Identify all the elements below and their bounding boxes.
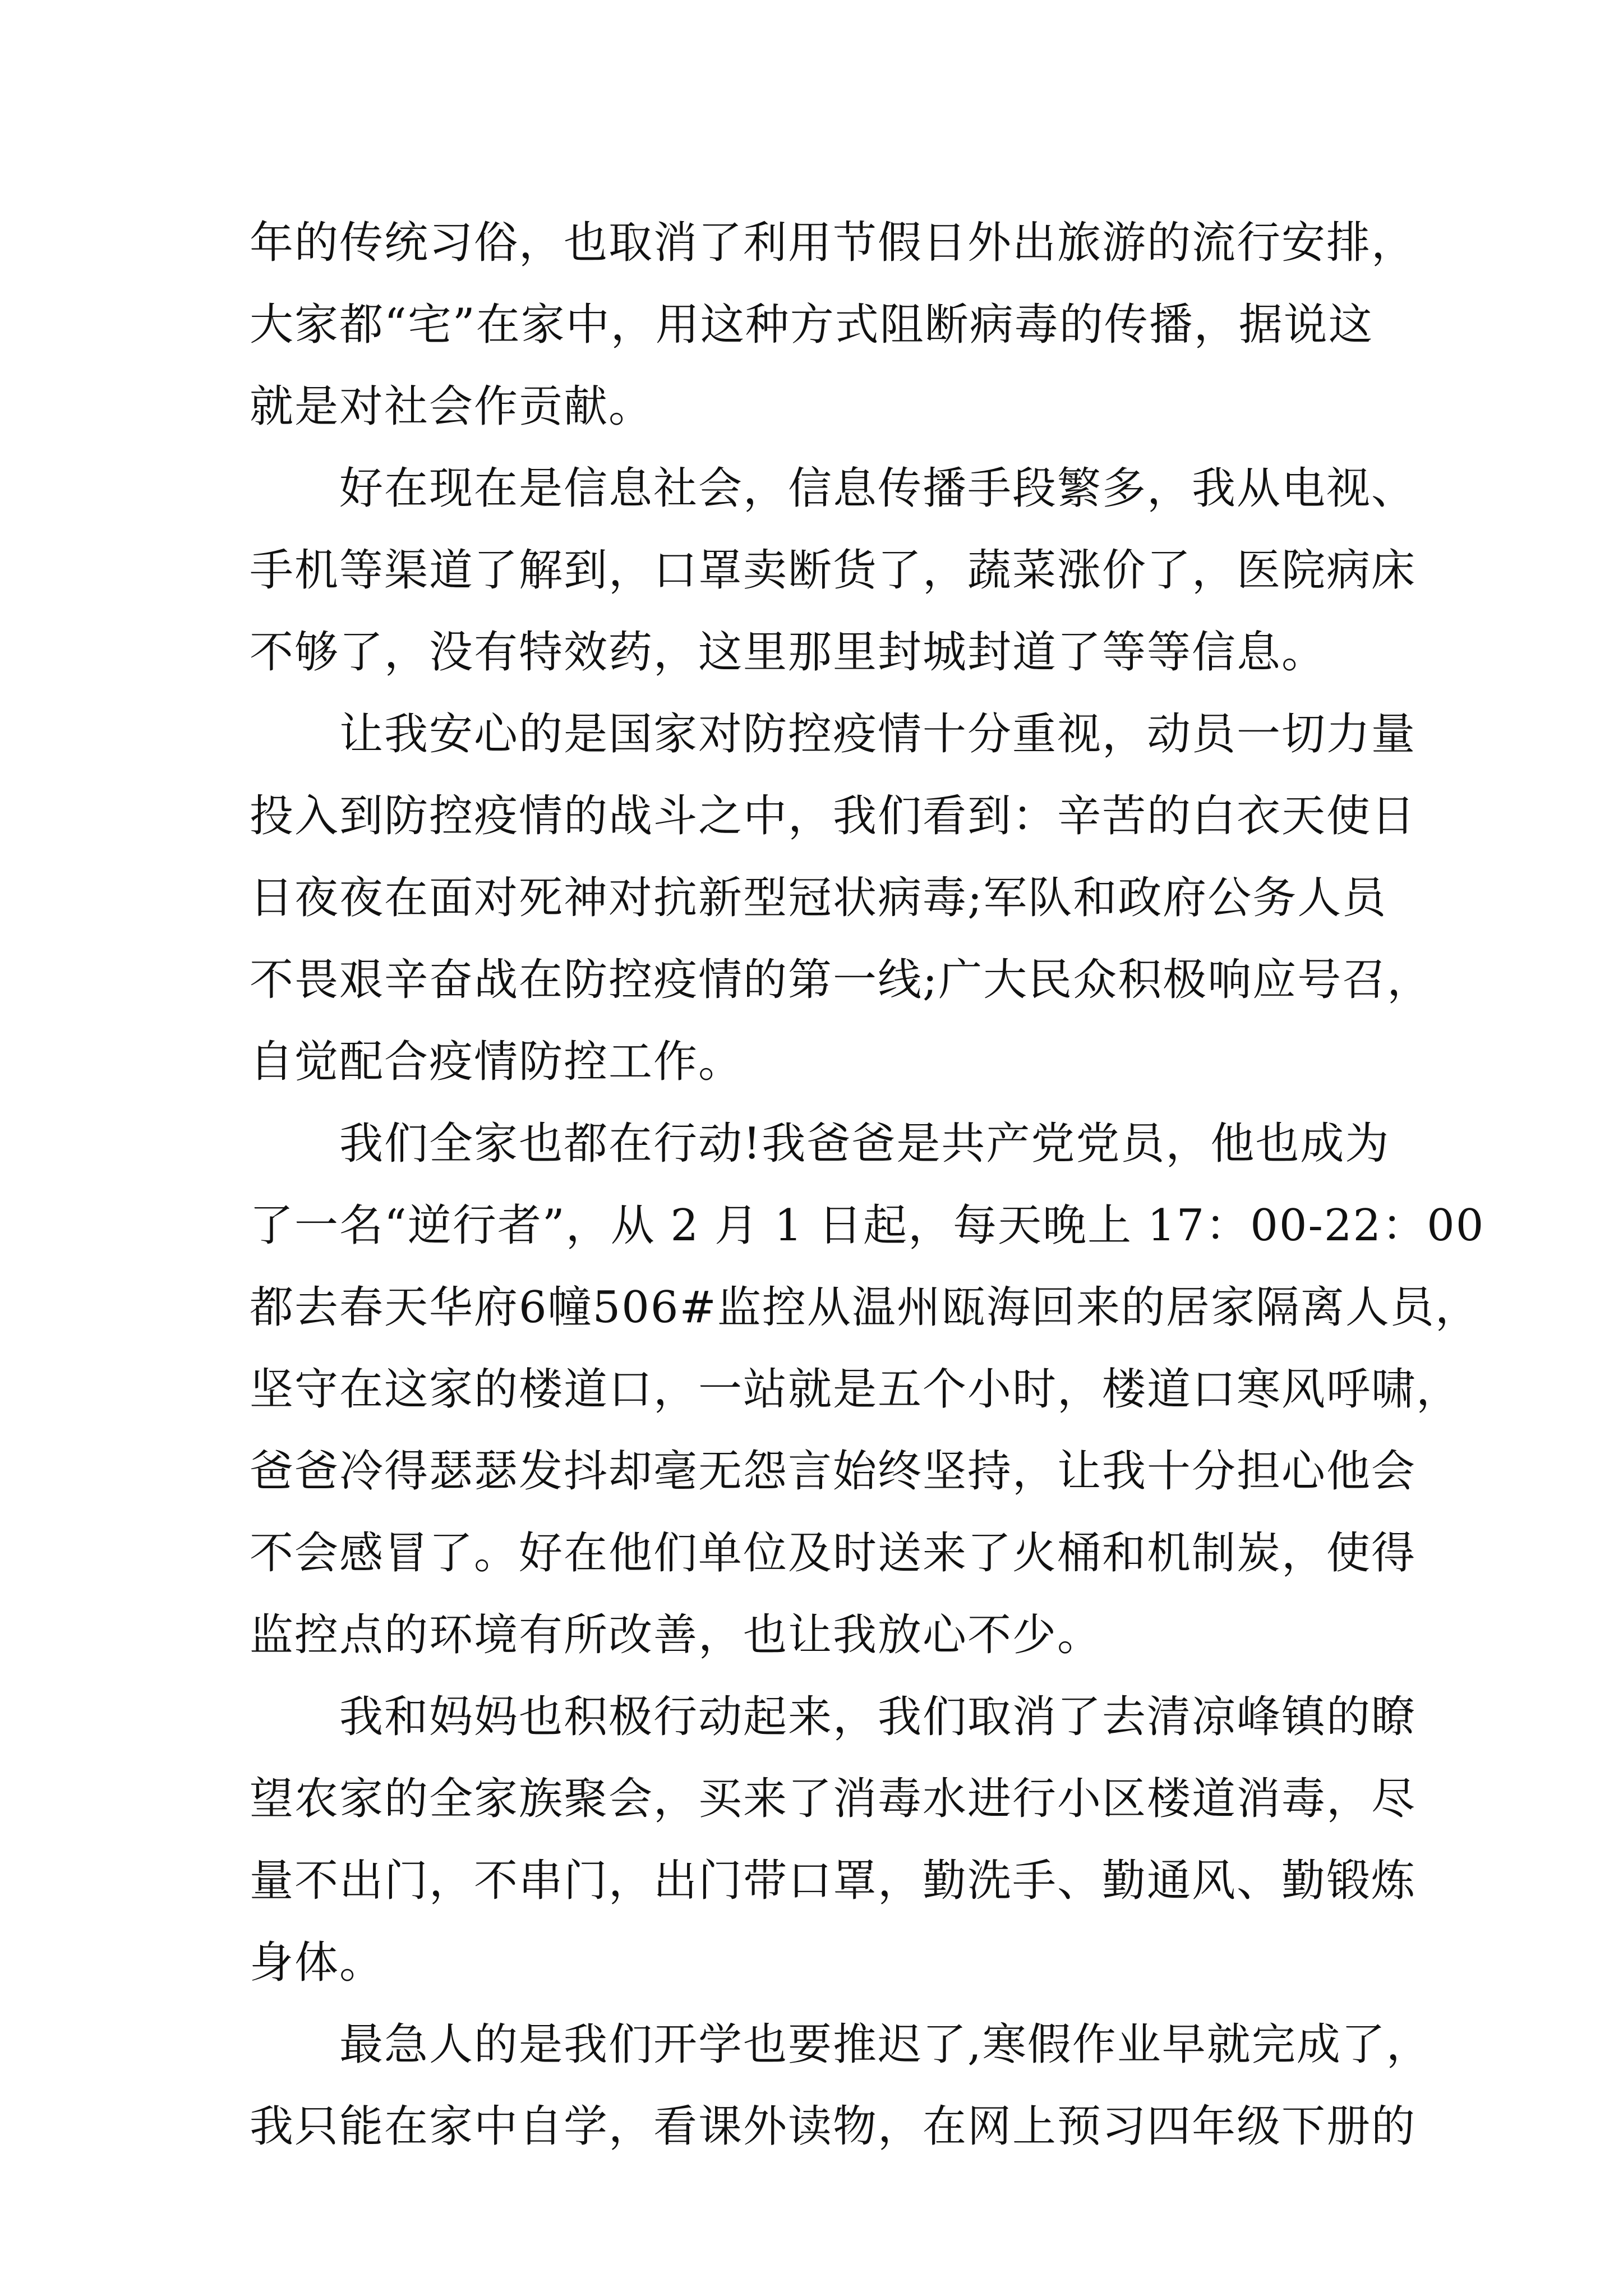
paragraph-5 <box>250 1676 1417 2004</box>
text-line: 量不出门，不串门，出门带口罩，勤洗手、勤通风、勤锻炼 <box>250 1856 1417 1906</box>
text-line: 投入到防控疫情的战斗之中，我们看到：辛苦的白衣天使日 <box>250 791 1417 841</box>
text-line: 了一名“逆行者”，从 2 月 1 日起，每天晚上 17：00-22：00 <box>250 1200 1485 1251</box>
paragraph-2 <box>250 448 1417 693</box>
text-line: 我和妈妈也积极行动起来，我们取消了去清凉峰镇的瞭 <box>339 1692 1417 1742</box>
text-line: 爸爸冷得瑟瑟发抖却毫无怨言始终坚持，让我十分担心他会 <box>250 1446 1417 1497</box>
text-line: 日夜夜在面对死神对抗新型冠状病毒;军队和政府公务人员 <box>250 873 1387 923</box>
text-line: 让我安心的是国家对防控疫情十分重视，动员一切力量 <box>339 709 1417 760</box>
text-line: 大家都“宅”在家中，用这种方式阻断病毒的传播，据说这 <box>250 300 1373 350</box>
paragraph-6 <box>250 2004 1431 2168</box>
text-line: 坚守在这家的楼道口，一站就是五个小时，楼道口寒风呼啸， <box>250 1364 1461 1415</box>
text-line: 不够了，没有特效药，这里那里封城封道了等等信息。 <box>250 627 1327 678</box>
text-line: 望农家的全家族聚会，买来了消毒水进行小区楼道消毒，尽 <box>250 1774 1417 1824</box>
text-line: 监控点的环境有所改善，也让我放心不少。 <box>250 1610 1103 1660</box>
text-line: 最急人的是我们开学也要推迟了,寒假作业早就完成了， <box>339 2019 1431 2070</box>
paragraph-1 <box>250 202 1417 448</box>
text-line: 不畏艰辛奋战在防控疫情的第一线;广大民众积极响应号召， <box>250 955 1432 1005</box>
text-line: 都去春天华府6幢506#监控从温州瓯海回来的居家隔离人员， <box>250 1282 1480 1333</box>
text-line: 好在现在是信息社会，信息传播手段繁多，我从电视、 <box>339 463 1417 514</box>
text-line: 身体。 <box>250 1938 385 1988</box>
paragraph-4 <box>250 1103 1485 1676</box>
text-line: 自觉配合疫情防控工作。 <box>250 1037 744 1087</box>
text-line: 年的传统习俗，也取消了利用节假日外出旅游的流行安排， <box>250 218 1417 268</box>
text-line: 我们全家也都在行动!我爸爸是共产党党员，他也成为 <box>339 1119 1390 1169</box>
document-body <box>250 202 1485 2168</box>
text-line: 我只能在家中自学，看课外读物，在网上预习四年级下册的 <box>250 2101 1417 2152</box>
text-line: 不会感冒了。好在他们单位及时送来了火桶和机制炭，使得 <box>250 1528 1417 1579</box>
paragraph-3 <box>250 693 1432 1103</box>
text-line: 手机等渠道了解到，口罩卖断货了，蔬菜涨价了，医院病床 <box>250 545 1417 596</box>
text-line: 就是对社会作贡献。 <box>250 381 654 432</box>
